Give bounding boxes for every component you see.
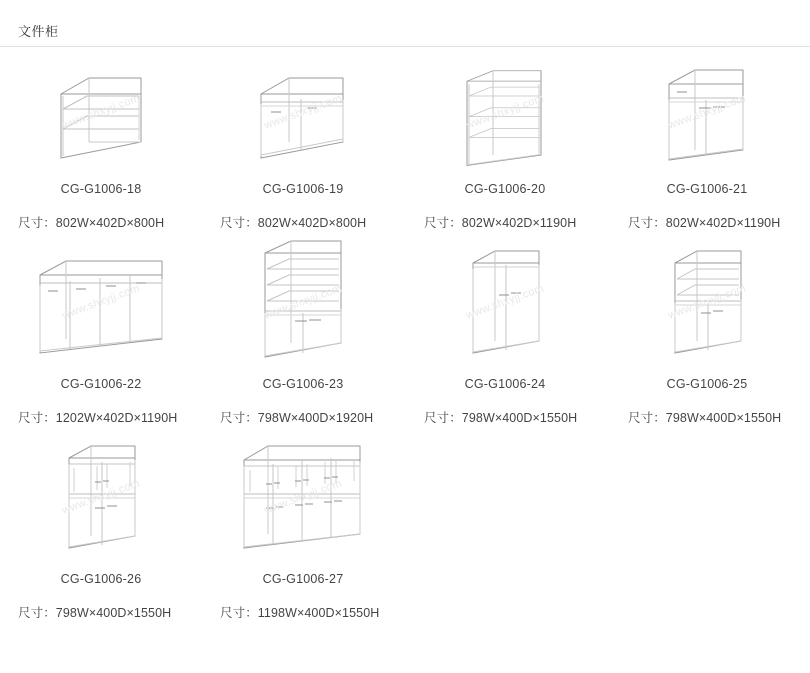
watermark: www.shxyjj.com bbox=[262, 281, 344, 322]
product-size: 尺寸：798W×400D×1550H bbox=[628, 411, 782, 425]
product-figure bbox=[0, 235, 202, 363]
product-code: CG-G1006-24 bbox=[464, 377, 546, 391]
product-code: CG-G1006-18 bbox=[60, 182, 142, 196]
product-figure bbox=[202, 430, 404, 558]
watermark: www.shxyjj.com bbox=[464, 281, 546, 322]
product-code: CG-G1006-19 bbox=[262, 182, 344, 196]
product-figure bbox=[404, 52, 606, 168]
product-figure bbox=[202, 52, 404, 168]
product-size: 尺寸：802W×402D×800H bbox=[220, 216, 367, 230]
product-code: CG-G1006-27 bbox=[262, 572, 344, 586]
product-code: CG-G1006-26 bbox=[60, 572, 142, 586]
product-cell[interactable] bbox=[0, 235, 202, 426]
title-divider bbox=[0, 46, 810, 47]
watermark: www.shxyjj.com bbox=[60, 92, 142, 132]
product-cell[interactable] bbox=[202, 52, 404, 231]
watermark: www.shxyjj.com bbox=[60, 281, 142, 322]
product-code: CG-G1006-25 bbox=[666, 377, 748, 391]
product-cell[interactable] bbox=[606, 235, 808, 426]
watermark: www.shxyjj.com bbox=[666, 281, 748, 322]
product-size: 尺寸：798W×400D×1550H bbox=[424, 411, 578, 425]
product-figure bbox=[404, 235, 606, 363]
product-code: CG-G1006-21 bbox=[666, 182, 748, 196]
product-size: 尺寸：1198W×400D×1550H bbox=[220, 606, 380, 620]
watermark: www.shxyjj.com bbox=[262, 476, 344, 517]
product-figure bbox=[606, 52, 808, 168]
product-cell[interactable] bbox=[404, 52, 606, 231]
product-size: 尺寸：802W×402D×800H bbox=[18, 216, 165, 230]
product-size: 尺寸：802W×402D×1190H bbox=[424, 216, 577, 230]
page-title: 文件柜 bbox=[18, 24, 59, 39]
product-cell[interactable] bbox=[0, 430, 202, 621]
product-code: CG-G1006-23 bbox=[262, 377, 344, 391]
product-cell[interactable] bbox=[202, 235, 404, 426]
watermark: www.shxyjj.com bbox=[666, 92, 748, 132]
product-cell[interactable] bbox=[606, 52, 808, 231]
product-cell[interactable] bbox=[404, 235, 606, 426]
product-size: 尺寸：802W×402D×1190H bbox=[628, 216, 781, 230]
watermark: www.shxyjj.com bbox=[262, 92, 344, 132]
product-size: 尺寸：1202W×402D×1190H bbox=[18, 411, 178, 425]
watermark: www.shxyjj.com bbox=[464, 92, 546, 132]
product-figure bbox=[606, 235, 808, 363]
product-grid bbox=[0, 52, 810, 625]
product-size: 尺寸：798W×400D×1920H bbox=[220, 411, 374, 425]
product-figure bbox=[0, 430, 202, 558]
product-figure bbox=[202, 235, 404, 363]
product-cell[interactable] bbox=[0, 52, 202, 231]
product-figure bbox=[0, 52, 202, 168]
product-code: CG-G1006-20 bbox=[464, 182, 546, 196]
product-size: 尺寸：798W×400D×1550H bbox=[18, 606, 172, 620]
product-code: CG-G1006-22 bbox=[60, 377, 142, 391]
product-cell[interactable] bbox=[202, 430, 404, 621]
watermark: www.shxyjj.com bbox=[60, 476, 142, 517]
